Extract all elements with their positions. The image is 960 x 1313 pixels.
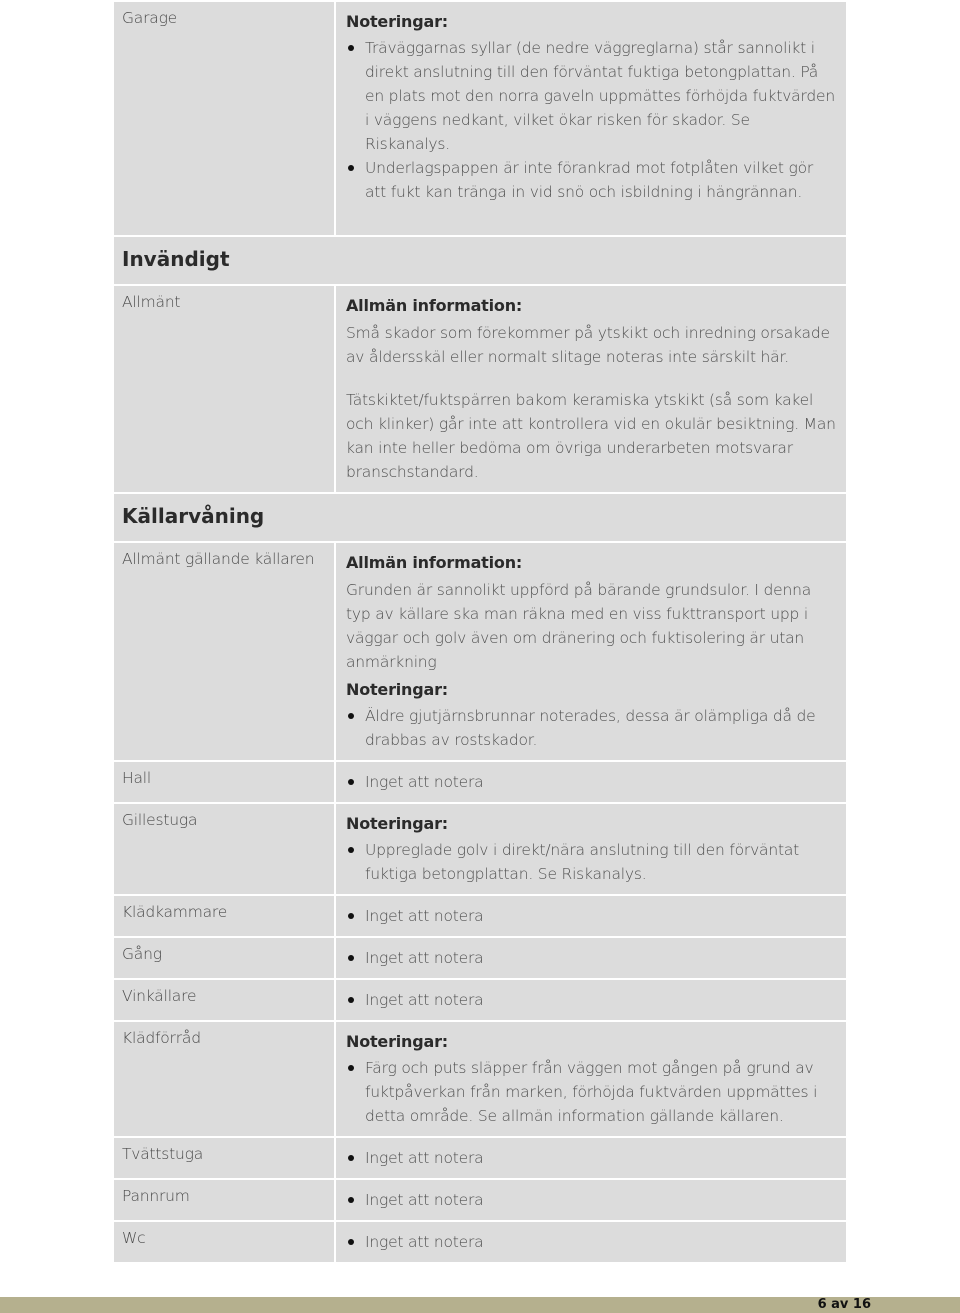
page-number: 6 av 16 (817, 1297, 871, 1312)
list-item: Inget att notera (346, 946, 836, 970)
notes-list (346, 1188, 836, 1212)
row-allmant (114, 286, 846, 494)
info-paragraph: Grunden är sannolikt uppförd på bärande grundsulor. I denna typ av källare ska man räkna med en viss fukttransport upp i väggar och golv även om dränering och fuktisolering är utan anmärkning (346, 581, 812, 671)
list-item: Uppreglade golv i direkt/nära anslutning till den förväntat fuktiga betongplattan. Se Riskanalys. (346, 838, 836, 886)
notes-list (346, 1146, 836, 1170)
row-kladkammare (114, 896, 846, 938)
row-label: Tvättstuga (114, 1138, 336, 1178)
inspection-table (114, 2, 846, 1264)
row-content (336, 1180, 846, 1220)
section-heading-row (114, 237, 846, 286)
list-item: Inget att notera (346, 904, 836, 928)
row-content (336, 286, 846, 492)
row-label: Pannrum (114, 1180, 336, 1220)
row-label: Vinkällare (114, 980, 336, 1020)
info-paragraph: Små skador som förekommer på ytskikt och inredning orsakade av åldersskäl eller normalt slitage noteras inte särskilt här. (346, 324, 830, 366)
info-paragraph: Tätskiktet/fuktspärren bakom keramiska ytskikt (så som kakel och klinker) går inte att kontrollera vid en okulär besiktning. Man kan inte heller bedöma om övriga underarbeten motsvarar branschstandard. (346, 391, 836, 481)
row-content (336, 804, 846, 894)
notes-title: Noteringar: (346, 680, 448, 699)
info-title: Allmän information: (346, 296, 523, 315)
row-gillestuga (114, 804, 846, 896)
list-item: Underlagspappen är inte förankrad mot fotplåten vilket gör att fukt kan tränga in vid snö och isbildning i hängrännan. (346, 156, 836, 204)
row-label: Garage (114, 2, 336, 235)
list-item: Träväggarnas syllar (de nedre väggreglarna) står sannolikt i direkt anslutning till den förväntat fuktiga betongplattan. På en plats mot den norra gaveln uppmättes förhöjda fuktvärden i väggens nedkant, vilket ökar risken för skador. Se Riskanalys. (346, 36, 836, 156)
notes-list (346, 838, 836, 886)
list-item: Inget att notera (346, 988, 836, 1012)
row-content (336, 2, 846, 235)
notes-list (346, 36, 836, 204)
row-label: Gång (114, 938, 336, 978)
list-item: Färg och puts släpper från väggen mot gången på grund av fuktpåverkan från marken, förhöjda fuktvärden uppmättes i detta område. Se allmän information gällande källaren. (346, 1056, 836, 1128)
section-heading: Källarvåning (122, 504, 265, 528)
section-heading: Invändigt (122, 247, 230, 271)
row-pannrum (114, 1180, 846, 1222)
list-item: Inget att notera (346, 1188, 836, 1212)
notes-list (346, 1056, 836, 1128)
row-allmant-kallaren (114, 543, 846, 762)
row-gang (114, 938, 846, 980)
row-hall (114, 762, 846, 804)
row-tvattstuga (114, 1138, 846, 1180)
row-content (336, 762, 846, 802)
row-content (336, 1222, 846, 1262)
notes-list (346, 1230, 836, 1254)
info-title: Allmän information: (346, 553, 523, 572)
footer-bar (0, 1297, 960, 1313)
notes-list (346, 946, 836, 970)
row-label: Wc (114, 1222, 336, 1262)
row-wc (114, 1222, 846, 1264)
row-content (336, 980, 846, 1020)
row-label: Allmänt (114, 286, 336, 492)
row-content (336, 1022, 846, 1136)
row-vinkallare (114, 980, 846, 1022)
list-item: Inget att notera (346, 770, 836, 794)
list-item: Inget att notera (346, 1146, 836, 1170)
notes-list (346, 704, 836, 752)
row-label: Gillestuga (114, 804, 336, 894)
row-content (336, 1138, 846, 1178)
row-kladforrad (114, 1022, 846, 1138)
notes-title: Noteringar: (346, 12, 448, 31)
row-content (336, 896, 846, 936)
notes-list (346, 988, 836, 1012)
row-label: Allmänt gällande källaren (114, 543, 336, 760)
notes-list (346, 904, 836, 928)
row-garage (114, 2, 846, 237)
row-content (336, 938, 846, 978)
notes-list (346, 770, 836, 794)
row-label: Klädkammare (114, 896, 336, 936)
notes-title: Noteringar: (346, 1032, 448, 1051)
list-item: Äldre gjutjärnsbrunnar noterades, dessa är olämpliga då de drabbas av rostskador. (346, 704, 836, 752)
notes-title: Noteringar: (346, 814, 448, 833)
row-content (336, 543, 846, 760)
list-item: Inget att notera (346, 1230, 836, 1254)
section-heading-row (114, 494, 846, 543)
row-label: Klädförråd (114, 1022, 336, 1136)
row-label: Hall (114, 762, 336, 802)
